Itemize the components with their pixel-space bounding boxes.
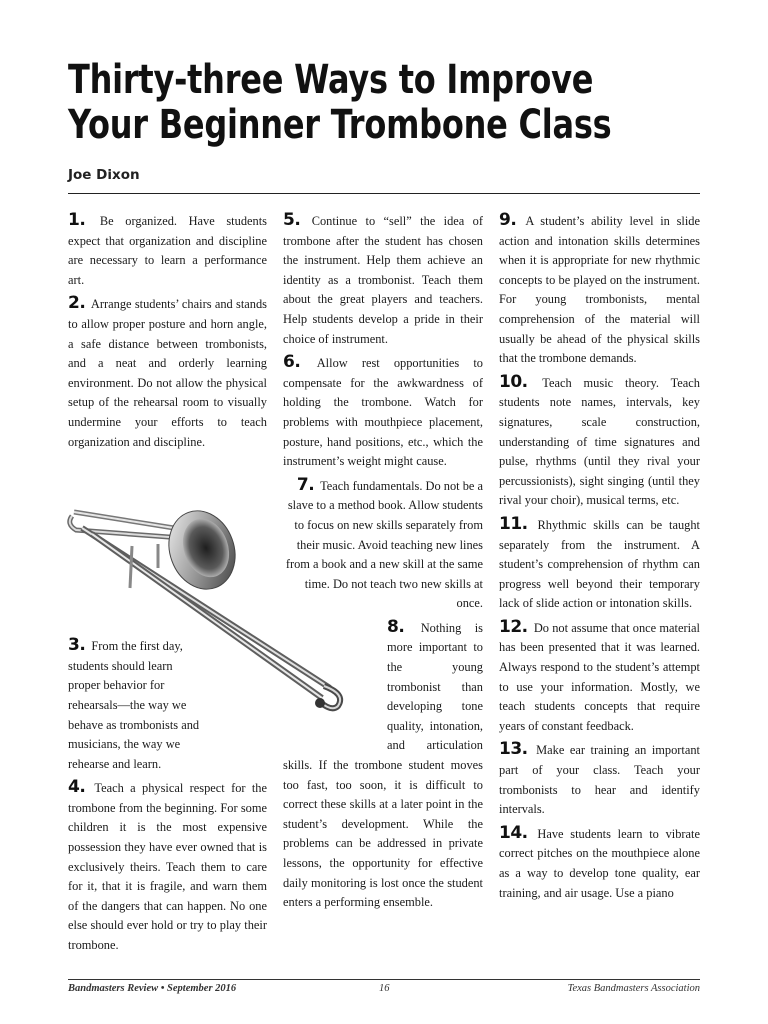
tip-text: Be organized. Have students expect that organization and discipline are necessary to learn a performance art. [68, 214, 267, 287]
article-title [68, 58, 611, 148]
tip-text: Nothing is more important to the young trombonist than developing tone quality, intonation, and articulation skills. If the trombone student moves too fast, too soon, it is difficult to correct these skills at a later point in the student’s development. While the problems can be addressed in private lessons, the opportunity for effective daily monitoring is lost once the student enters a performing ensemble. [283, 620, 483, 910]
tip-4 [68, 779, 267, 955]
tip-6 [283, 354, 483, 472]
footer-publication: Bandmasters Review • September 2016 [68, 983, 237, 994]
tip-10 [499, 371, 700, 511]
tip-number: 14. [499, 822, 528, 843]
tip-number: 11. [499, 513, 528, 534]
footer-page-number: 16 [379, 983, 390, 994]
tip-number: 8. [387, 616, 405, 637]
tip-number: 3. [68, 635, 86, 656]
tip-14 [499, 822, 700, 903]
tip-number: 10. [499, 371, 528, 392]
tip-text: Allow rest opportunities to compensate for the awkwardness of holding the trombone. Watch for problems with mouthpiece placement, posture, hand positions, etc., which the instrument’s weight might cause. [283, 356, 483, 469]
tip-number: 9. [499, 210, 517, 230]
footer-rule [68, 979, 700, 980]
tip-11 [499, 513, 700, 614]
tip-number: 12. [499, 616, 528, 637]
title-divider [68, 193, 700, 194]
tip-1 [68, 212, 267, 290]
tip-text: Do not assume that once material has been presented that it was learned. Always respond to the student’s attempt to use your information. Mostly, we teach students concepts that require years of constant feedback. [499, 620, 700, 733]
tip-number: 1. [68, 210, 86, 230]
title-line-1: Thirty-three Ways to Improve [68, 57, 594, 103]
tip-2 [68, 295, 267, 452]
tip-5 [283, 212, 483, 349]
tip-number: 7. [296, 474, 315, 495]
tip-text: Have students learn to vibrate correct pitches on the mouthpiece alone as a way to develop tone quality, ear training, and air usage. Use a piano [499, 826, 700, 900]
tip-13 [499, 741, 700, 819]
tip-12 [499, 616, 700, 737]
tip-9 [499, 212, 700, 369]
trombone-illustration [62, 498, 352, 728]
tip-text: Continue to “sell” the idea of trombone after the student has chosen the instrument. Help them achieve an identity as a trombonist. Teach them about the great players and teachers. Help students develop a pride in their choice of instrument. [283, 214, 483, 346]
tip-number: 6. [283, 352, 301, 373]
tip-number: 4. [68, 777, 86, 798]
footer-organization: Texas Bandmasters Association [567, 983, 700, 994]
author-byline: Joe Dixon [68, 167, 140, 183]
tip-text: From the first day, students should learn proper behavior for rehearsals—the way we behave as trombonists and musicians, the way we rehearse and learn. [68, 639, 200, 771]
tip-number: 5. [283, 210, 301, 230]
tip-number: 2. [68, 293, 86, 314]
tip-text: Teach music theory. Teach students note names, intervals, key signatures, scale construction, understanding of time signatures and pulse, rhythms (until they rival your percussionists), sight singing (until they rival your choir), musical terms, etc. [499, 375, 700, 508]
tip-text: A student’s ability level in slide action and intonation skills determines when it is appropriate for new rhythmic concepts to be played on the instrument. For young trombonists, mental comprehension of the material will usually be ahead of the physical skills that the trombone demands. [499, 214, 700, 366]
tip-text: Rhythmic skills can be taught separately from the instrument. A student’s comprehension of rhythm can progress well beyond their temporary lack of slide action or intonation skills. [499, 517, 700, 611]
column-3 [499, 212, 700, 908]
tip-text: Teach a physical respect for the trombone from the beginning. For some children it is the most expensive possession they have ever owned that is exclusively theirs. Teach them to care for it, that it is fragile, and warn them of the dangers that can happen. No one else should ever hold or try to play their trombone. [68, 781, 267, 953]
title-line-2: Your Beginner Trombone Class [68, 102, 612, 148]
tip-number: 13. [499, 739, 528, 760]
tip-text: Teach fundamentals. Do not be a slave to a method book. Allow students to focus on new skills separately from their music. Avoid teaching new lines from a book and a new skill at the same time. Do not teach two new skills at once. [285, 478, 483, 611]
tip-text: Make ear training an important part of your class. Teach your trombonists to hear and identify intervals. [499, 743, 700, 817]
tip-text: Arrange students’ chairs and stands to allow proper posture and horn angle, a safe distance between trombonists, and a neat and orderly learning environment. Do not allow the physical setup of the rehearsal room to visually undermine your efforts to teach organization and discipline. [68, 297, 267, 449]
